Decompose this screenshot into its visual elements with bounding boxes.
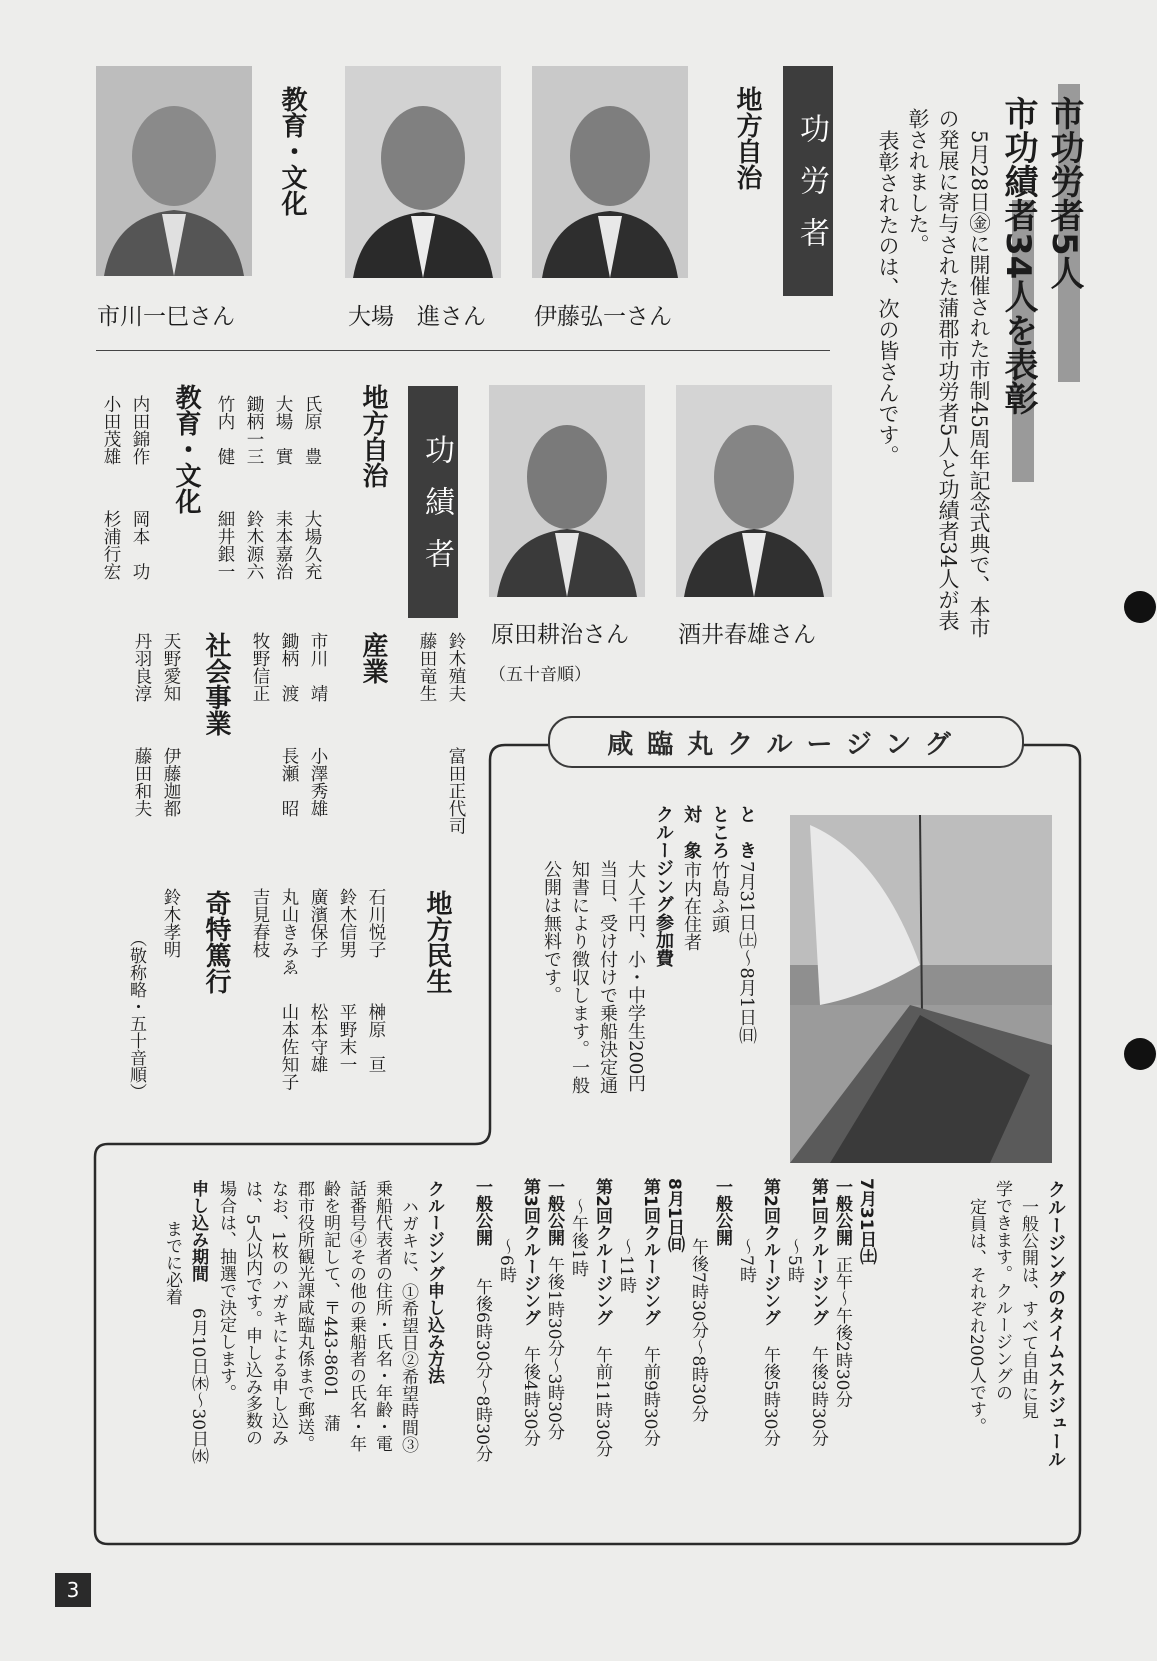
apply-line-3: 話番号④その他の乗船者の氏名・年 (346, 1180, 366, 1452)
caption-sakai: 酒井春雄さん (678, 622, 816, 648)
koseki-note: （敬称略・五十音順） (126, 930, 146, 1100)
cruise-fee-line-2: 当日、受け付けで乗船決定通 (597, 860, 618, 1094)
schedule-line: 第1回クルージング午後3時30分 (808, 1178, 828, 1447)
koseki-group-chiho-title: 地方自治 (358, 384, 388, 488)
schedule-title: クルージングのタイムスケジュール (1045, 1180, 1066, 1468)
cruise-fee-line-4: 公開は無料です。 (541, 860, 562, 1004)
schedule-intro-1: 一般公開は、すべて自由に見 (1018, 1198, 1038, 1419)
binder-hole-bottom (1124, 1038, 1156, 1070)
schedule-line: 第3回クルージング午後4時30分 (520, 1178, 540, 1447)
intro-line-4: 表彰されたのは、次の皆さんです。 (876, 130, 900, 466)
article-title-line1: 市功労者5人 (1044, 96, 1084, 290)
binder-hole-top (1124, 591, 1156, 623)
koseki-group-sangyo-title: 産業 (358, 632, 388, 684)
koseki-group-kyoiku-title: 教育・文化 (171, 384, 201, 514)
schedule-line: 第1回クルージング午前9時30分 (640, 1178, 660, 1447)
apply-line-8: 場合は、抽選で決定します。 (216, 1180, 236, 1401)
list-item: 氏原 豊大場久充 (302, 395, 322, 580)
schedule-line: ～6時 (496, 1238, 516, 1283)
schedule-line: 一般公開午後1時30分～3時30分 (544, 1178, 564, 1440)
list-item: 鈴木殖夫富田正代司 (446, 632, 466, 835)
schedule-intro-3: 定員は、それぞれ200人です。 (966, 1198, 986, 1435)
apply-line-5: 郡市役所観光課咸臨丸係まで郵送。 (294, 1180, 314, 1452)
page-number-text: 3 (66, 1578, 80, 1602)
koseki-group-kitoku-title: 奇特篤行 (201, 890, 231, 994)
schedule-line: 第2回クルージング午後5時30分 (760, 1178, 780, 1447)
article-title-line2: 市功績者34人を表彰 (998, 96, 1038, 416)
apply-line-1: ハガキに、①希望日②希望時間③ (398, 1198, 418, 1453)
order-note: （五十音順） (489, 665, 591, 685)
caption-harada: 原田耕治さん (491, 622, 629, 648)
list-item: 鋤柄一三鈴木源六 (244, 395, 264, 580)
cruise-info-toki: と き7月31日㈯～8月1日㈰ (736, 805, 757, 1045)
list-item: 小田茂雄杉浦行宏 (101, 395, 121, 580)
intro-line-1: 5月28日㊎に開催された市制45周年記念式典で、本市 (967, 130, 991, 638)
list-item: 大場 實耒本嘉治 (273, 395, 293, 580)
list-item: 鋤柄 渡長瀬 昭 (279, 632, 299, 817)
cruise-fee-line-3: 知書により徴収します。一般 (569, 860, 590, 1094)
cruise-info-taisho: 対 象市内在住者 (681, 805, 702, 951)
list-item: 牧野信正 (250, 632, 270, 702)
schedule-line: ～午後1時 (568, 1198, 588, 1277)
schedule-line: ～5時 (784, 1238, 804, 1283)
schedule-line: 8月1日㈰ (664, 1178, 684, 1253)
kourousha-category-chiho: 地方自治 (732, 86, 762, 190)
apply-line-4: 齢を明記して、〒443-8601 蒲 (320, 1180, 340, 1432)
list-item: 丸山きみゑ山本佐知子 (279, 888, 299, 1091)
schedule-line: 一般公開正午～午後2時30分 (832, 1178, 852, 1408)
list-item: 藤田竜生 (417, 632, 437, 702)
schedule-intro-2: 学できます。クルージングの (992, 1180, 1012, 1401)
list-item: 市川 靖小澤秀雄 (308, 632, 328, 817)
list-item: 鈴木孝明 (161, 888, 181, 958)
cruise-fee-line-1: 大人千円、小・中学生200円 (625, 860, 646, 1093)
cruise-info-tokoro: ところ竹島ふ頭 (709, 805, 730, 933)
intro-line-2: の発展に寄与された蒲郡市功労者5人と功績者34人が表 (936, 108, 960, 632)
list-item: 廣濱保子松本守雄 (308, 888, 328, 1073)
caption-oba: 大場 進さん (348, 304, 486, 330)
cruise-fee-title: クルージング参加費 (653, 805, 674, 967)
apply-title: クルージング申し込み方法 (424, 1180, 444, 1384)
caption-ichikawa: 市川一巳さん (97, 304, 235, 330)
schedule-line: 7月31日㈯ (856, 1178, 876, 1265)
apply-period: 申し込み期間6月10日㈭～30日㈬ (188, 1180, 208, 1465)
list-item: 天野愛知伊藤迦都 (161, 632, 181, 817)
list-item: 石川悦子榊原 亘 (366, 888, 386, 1073)
list-item: 内田錦作岡本 功 (130, 395, 150, 580)
kourousha-label: 功労者 (783, 66, 833, 296)
intro-line-3: 彰されました。 (906, 108, 930, 255)
list-item: 丹羽良淳藤田和夫 (132, 632, 152, 817)
schedule-line: ～11時 (616, 1238, 636, 1294)
page-number (55, 1573, 91, 1607)
koseki-label: 功績者 (408, 386, 458, 618)
list-item: 吉見春枝 (250, 888, 270, 958)
schedule-list (470, 1178, 878, 1508)
cruise-banner-text: 咸臨丸クルージング (607, 729, 965, 760)
schedule-line: 一般公開午後6時30分～8時30分 (472, 1178, 492, 1462)
apply-line-2: 乗船代表者の住所・氏名・年齢・電 (372, 1180, 392, 1452)
list-item: 竹内 健細井銀一 (215, 395, 235, 580)
koseki-group-minsei-title: 地方民生 (422, 890, 452, 994)
apply-period-tail: までに必着 (162, 1220, 182, 1305)
schedule-line: ～7時 (736, 1238, 756, 1283)
cruise-banner (548, 716, 1024, 768)
schedule-line: 一般公開 (712, 1178, 732, 1246)
schedule-line: 午後7時30分～8時30分 (688, 1238, 708, 1422)
apply-line-7: は、5人以内です。申し込み多数の (242, 1180, 262, 1446)
koseki-group-shakai-title: 社会事業 (201, 632, 231, 736)
ship-photo (790, 815, 1052, 1163)
kourousha-category-kyoiku: 教育・文化 (277, 86, 307, 216)
caption-ito: 伊藤弘一さん (534, 304, 672, 330)
schedule-line: 第2回クルージング午前11時30分 (592, 1178, 612, 1458)
list-item: 鈴木信男平野末一 (337, 888, 357, 1073)
apply-line-6: なお、1枚のハガキによる申し込み (268, 1180, 288, 1446)
